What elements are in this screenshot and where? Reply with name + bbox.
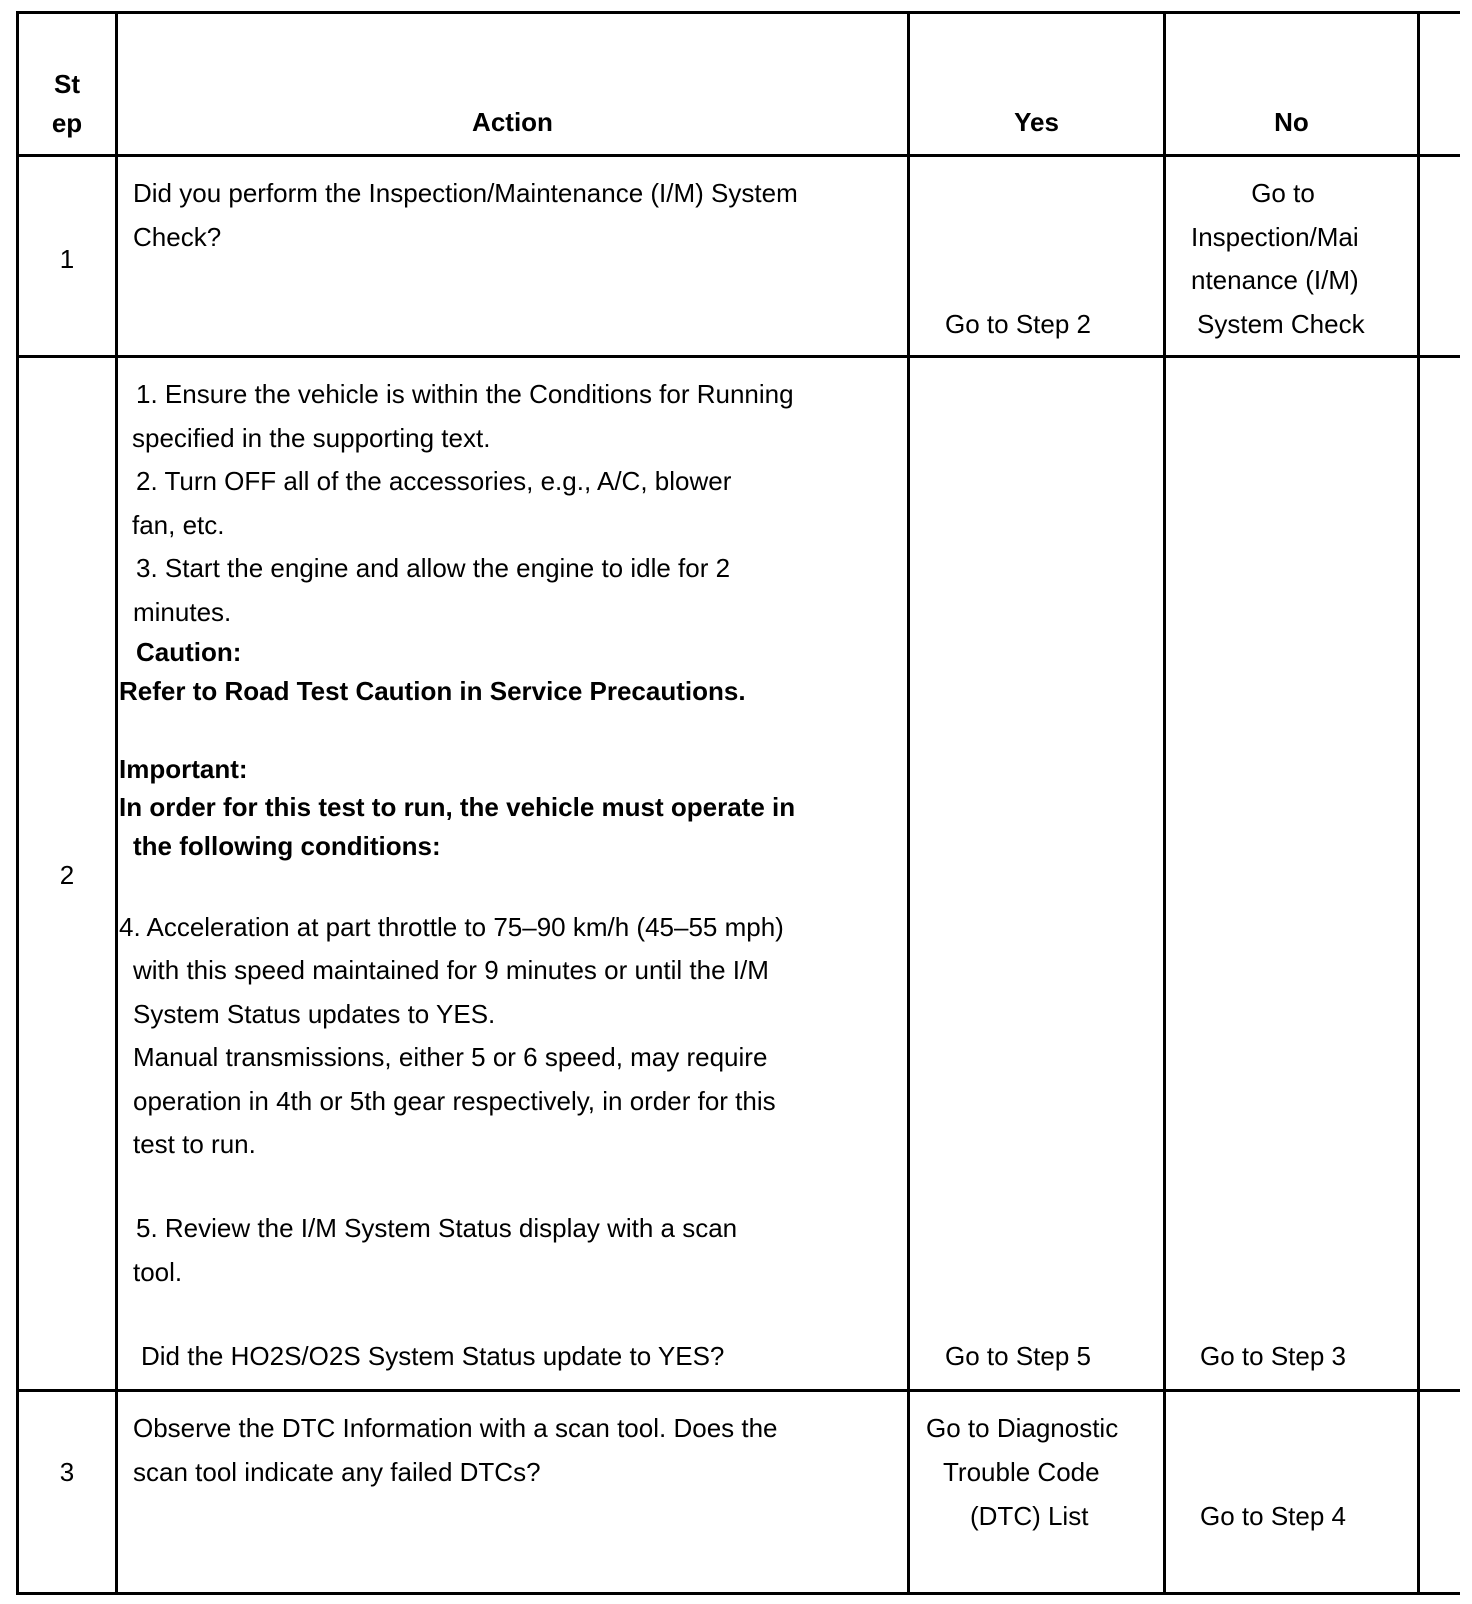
row2-action-line: 1. Ensure the vehicle is within the Conditions for Running	[136, 379, 794, 409]
row2-action-line: test to run.	[133, 1129, 256, 1159]
row2-action-line: Manual transmissions, either 5 or 6 speed, may require	[133, 1042, 768, 1072]
caution-text: Refer to Road Test Caution in Service Precautions.	[119, 676, 746, 706]
row2-action-line: fan, etc.	[132, 510, 225, 540]
table-border-right	[1417, 11, 1420, 1595]
row3-action-line: scan tool indicate any failed DTCs?	[133, 1457, 541, 1487]
row2-action-line: specified in the supporting text.	[132, 423, 491, 453]
row2-question: Did the HO2S/O2S System Status update to YES?	[141, 1341, 725, 1371]
row3-yes-line: Trouble Code	[943, 1457, 1100, 1487]
row1-no-line: Go to	[1251, 178, 1315, 208]
important-text: the following conditions:	[133, 831, 441, 861]
row-divider-2	[16, 1389, 1460, 1392]
row3-action-line: Observe the DTC Information with a scan tool. Does the	[133, 1413, 778, 1443]
row1-action-line: Did you perform the Inspection/Maintenance (I/M) System	[133, 178, 798, 208]
header-step-line1: St	[54, 69, 80, 99]
table-border-bottom	[16, 1592, 1460, 1595]
row2-action-line: tool.	[133, 1257, 183, 1287]
row2-action-line: 4. Acceleration at part throttle to 75–90 km/h (45–55 mph)	[119, 912, 784, 942]
row1-no-line: System Check	[1197, 309, 1365, 339]
row2-action-line: operation in 4th or 5th gear respectively, in order for this	[133, 1086, 776, 1116]
row1-no-line: Inspection/Mai	[1191, 222, 1359, 252]
step-number-1: 1	[59, 244, 75, 274]
column-divider-step	[115, 11, 118, 1595]
row3-yes-line: (DTC) List	[970, 1501, 1089, 1531]
important-label: Important:	[119, 754, 248, 784]
row2-action-line: with this speed maintained for 9 minutes or until the I/M	[133, 955, 769, 985]
column-divider-action	[907, 11, 910, 1595]
row1-yes: Go to Step 2	[945, 309, 1091, 339]
step-number-2: 2	[59, 860, 75, 890]
row1-action-line: Check?	[133, 222, 222, 252]
row-divider-1	[16, 355, 1460, 358]
header-step-line2: ep	[51, 108, 83, 138]
header-no: No	[1274, 107, 1309, 137]
row2-action-line: minutes.	[133, 597, 232, 627]
step-number-3: 3	[59, 1457, 75, 1487]
row2-yes: Go to Step 5	[945, 1341, 1091, 1371]
row3-no: Go to Step 4	[1200, 1501, 1346, 1531]
header-divider	[16, 154, 1460, 157]
row1-no-line: ntenance (I/M)	[1191, 265, 1359, 295]
header-yes: Yes	[1014, 107, 1059, 137]
caution-label: Caution:	[136, 637, 242, 667]
row2-action-line: System Status updates to YES.	[133, 999, 496, 1029]
row3-yes-line: Go to Diagnostic	[926, 1413, 1119, 1443]
column-divider-yes	[1163, 11, 1166, 1595]
important-text: In order for this test to run, the vehicle must operate in	[119, 792, 796, 822]
row2-action-line: 2. Turn OFF all of the accessories, e.g., A/C, blower	[136, 466, 732, 496]
row2-no: Go to Step 3	[1200, 1341, 1346, 1371]
row2-action-line: 5. Review the I/M System Status display with a scan	[136, 1213, 738, 1243]
table-border-top	[16, 11, 1460, 14]
header-action: Action	[472, 107, 553, 137]
row2-action-line: 3. Start the engine and allow the engine to idle for 2	[136, 553, 731, 583]
